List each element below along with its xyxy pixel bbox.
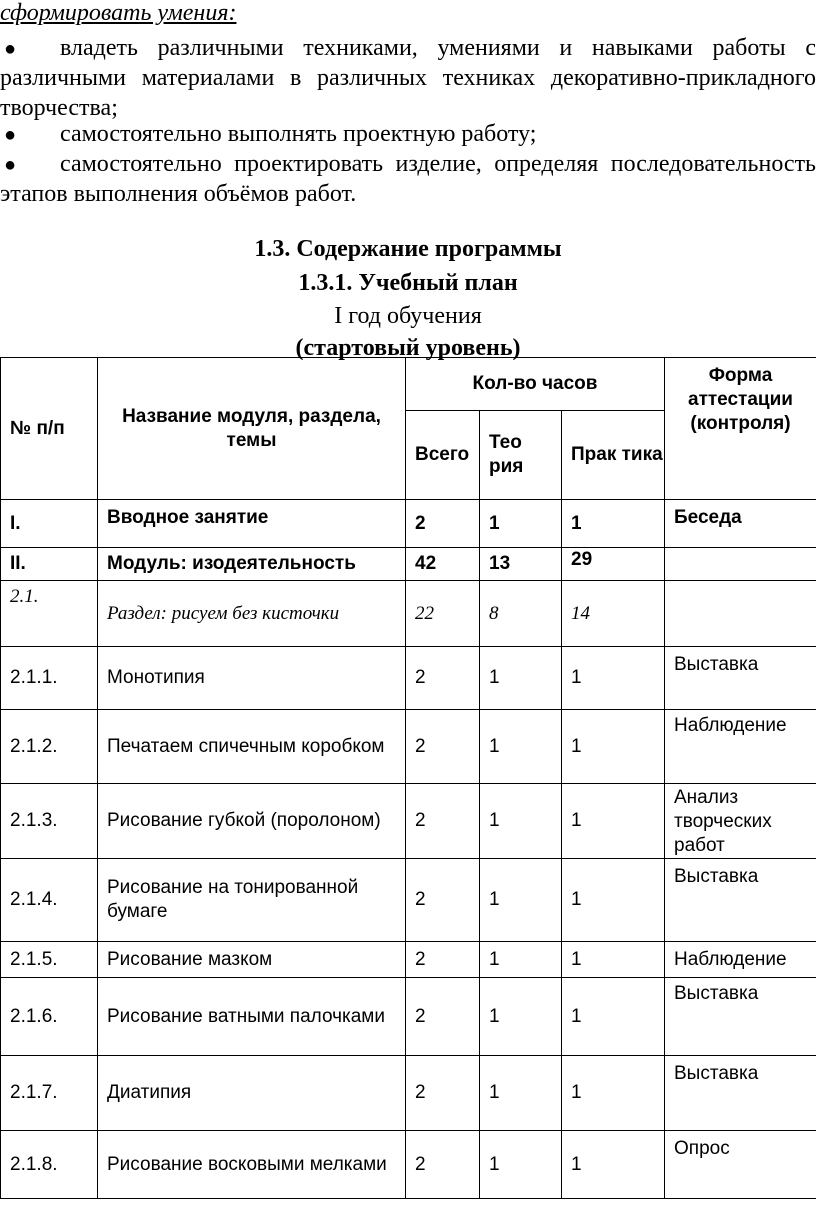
bullet-2-line-1: самостоятельно выполнять проектную работу; [60,121,537,147]
table-row [1,647,816,710]
row-name: Модуль: изодеятельность [98,548,406,581]
row-form: Опрос [665,1131,816,1199]
row-num: 2.1. [1,581,98,647]
year-label: I год обучения [334,303,482,329]
bullet-1-line-2: различными материалами в различных техниках декоративно-прикладного [0,65,816,91]
row-practice: 1 [562,784,665,859]
section-subtitle: 1.3.1. Учебный план [298,270,518,296]
row-name: Рисование губкой (поролоном) [98,784,406,859]
table-header-row [1,358,816,411]
row-form [665,581,816,647]
row-name: Рисование восковыми мелками [98,1131,406,1199]
row-num: II. [1,548,98,581]
row-total: 42 [406,548,480,581]
level-label: (стартовый уровень) [295,335,521,361]
bullet-3-line-2: этапов выполнения объёмов работ. [0,181,357,207]
row-practice: 1 [562,942,665,978]
bullet-dot-icon: ● [4,38,17,60]
bullet-3-line-1: самостоятельно проектировать изделие, определяя последовательность [60,151,816,177]
row-form: Выставка [665,647,816,710]
row-form: Выставка [665,1056,816,1131]
row-total: 2 [406,859,480,942]
table-row [1,1131,816,1199]
row-total: 2 [406,942,480,978]
table-row [1,978,816,1056]
row-total: 2 [406,1131,480,1199]
row-theory: 1 [480,710,562,784]
table-row [1,581,816,647]
row-total: 2 [406,1056,480,1131]
row-num: 2.1.1. [1,647,98,710]
row-name: Диатипия [98,1056,406,1131]
row-name: Рисование ватными палочками [98,978,406,1056]
row-total: 22 [406,581,480,647]
row-theory: 1 [480,500,562,548]
row-practice: 1 [562,1056,665,1131]
curriculum-table [0,357,816,1199]
row-practice: 1 [562,500,665,548]
row-total: 2 [406,978,480,1056]
table-row [1,1056,816,1131]
table-row [1,784,816,859]
row-total: 2 [406,500,480,548]
table-row [1,548,816,581]
bullet-1-line-1: владеть различными техниками, умениями и навыками работы с [60,35,816,61]
bullet-dot-icon: ● [4,124,17,146]
skills-heading: сформировать умения: [0,0,237,26]
row-name: Печатаем спичечным коробком [98,710,406,784]
row-form: Выставка [665,978,816,1056]
row-form [665,548,816,581]
header-practice: Прак тика [562,411,665,500]
table-row [1,500,816,548]
bullet-1-line-3: творчества; [0,95,118,121]
header-theory: Тео рия [480,411,562,500]
row-name: Рисование мазком [98,942,406,978]
row-theory: 1 [480,784,562,859]
table-row [1,710,816,784]
row-practice: 1 [562,647,665,710]
row-form: Беседа [665,500,816,548]
row-name: Раздел: рисуем без кисточки [98,581,406,647]
row-practice: 14 [562,581,665,647]
row-name: Вводное занятие [98,500,406,548]
row-num: 2.1.5. [1,942,98,978]
row-num: I. [1,500,98,548]
row-total: 2 [406,647,480,710]
header-total: Всего [406,411,480,500]
row-name: Рисование на тонированной бумаге [98,859,406,942]
row-theory: 1 [480,978,562,1056]
header-num: № п/п [1,358,98,500]
row-num: 2.1.8. [1,1131,98,1199]
row-total: 2 [406,710,480,784]
row-name: Монотипия [98,647,406,710]
row-practice: 1 [562,710,665,784]
row-theory: 13 [480,548,562,581]
row-num: 2.1.3. [1,784,98,859]
row-form: Выставка [665,859,816,942]
row-form: Анализ творческих работ [665,784,816,859]
bullet-dot-icon: ● [4,154,17,176]
row-num: 2.1.4. [1,859,98,942]
row-theory: 8 [480,581,562,647]
row-theory: 1 [480,942,562,978]
section-title: 1.3. Содержание программы [254,236,562,262]
row-practice: 1 [562,978,665,1056]
row-theory: 1 [480,1131,562,1199]
row-num: 2.1.6. [1,978,98,1056]
row-practice: 1 [562,1131,665,1199]
row-form: Наблюдение [665,710,816,784]
row-theory: 1 [480,647,562,710]
table-row [1,942,816,978]
row-num: 2.1.7. [1,1056,98,1131]
row-num: 2.1.2. [1,710,98,784]
header-form: Форма аттестации (контроля) [665,358,816,500]
header-hours: Кол-во часов [406,358,665,411]
row-theory: 1 [480,1056,562,1131]
row-practice: 1 [562,859,665,942]
row-total: 2 [406,784,480,859]
row-practice: 29 [562,548,665,581]
table-row [1,859,816,942]
header-name: Название модуля, раздела, темы [98,358,406,500]
row-form: Наблюдение [665,942,816,978]
row-theory: 1 [480,859,562,942]
